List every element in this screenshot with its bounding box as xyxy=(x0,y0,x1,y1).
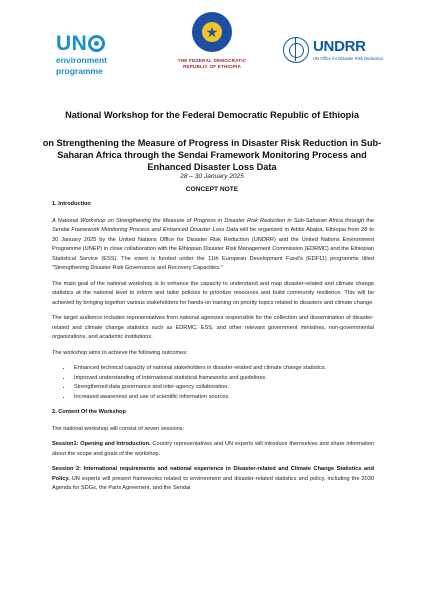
session-1-paragraph xyxy=(52,440,374,459)
unep-logo-line2: programme xyxy=(56,66,103,76)
sessions-intro: The national workshop will consist of seven sessions: xyxy=(52,425,185,432)
list-item: • Increased awareness and use of scientific information sources. xyxy=(72,393,374,403)
session-1-text: Country representatives and UN experts will introduce themselves and share information about the scope and goals of the workshop. xyxy=(52,441,375,457)
outcomes-list xyxy=(52,364,374,402)
unep-logo-line1: environment xyxy=(56,55,108,65)
section-heading-introduction: 1. Introduction xyxy=(52,201,91,207)
undrr-logo-name: UNDRR xyxy=(313,38,366,55)
intro-paragraph xyxy=(52,217,374,274)
session-2-paragraph xyxy=(52,465,374,494)
document-type: CONCEPT NOTE xyxy=(185,186,239,193)
ethiopia-logo-line1: THE FEDERAL DEMOCRATIC xyxy=(177,58,247,63)
unep-circle-icon xyxy=(88,35,105,52)
section-heading-content: 2. Content Of the Workshop xyxy=(52,409,126,415)
unep-logo xyxy=(56,34,126,76)
session-2-title: Session 2: International requirements and national experience in Disaster-related and Climate Change Statistics and Policy. xyxy=(52,466,374,482)
session-2-text: UN experts will present frameworks related to environment and disaster-related statistics and policy, including the 2030 Agenda for SDGs, the Paris Agreement, and the Sendai xyxy=(52,475,374,491)
list-item: • Enhanced technical capacity of national stakeholders in disaster-related and climate change statistics. xyxy=(72,364,374,374)
ethiopia-emblem-icon xyxy=(192,12,232,52)
ethiopia-logo-line2: REPUBLIC OF ETHIOPIA xyxy=(182,64,242,69)
outcomes-intro: The workshop aims to achieve the following outcomes: xyxy=(52,349,188,356)
document-title: National Workshop for the Federal Democratic Republic of Ethiopia xyxy=(65,110,359,120)
intro-text: will be organized in Addis Ababa, Ethiopia from 28 to 30 January 2025 by the United Nations Office for Disaster Risk Reduction (UNDRR) and the United Nations Environment Programme (UNEP) in close collaboration with the Ethiopian Disaster Risk Management Commission (EDRMC) and the Ethiopian Statistical Service (ESS). The event is funded under the 11th European Development Fund's (EDF11) programme titled "Strengthening Disaster Risk Governance and Recovery Capacities." xyxy=(52,227,374,271)
intro-italic-title: A National Workshop on Strengthening the Measure of Progress in Disaster Risk Reduction in Sub-Saharan Africa through the Sendai Framework Monitoring Process and Enhanced Disaster Loss Data xyxy=(52,217,374,233)
list-item: • Improved understanding of international statistical frameworks and guidelines. xyxy=(72,374,374,384)
document-body xyxy=(52,200,374,500)
unep-logo-mark: UN xyxy=(56,34,126,54)
ethiopia-logo xyxy=(165,12,259,70)
goal-paragraph: The main goal of the national workshop is to enhance the capacity to understand and map disaster-related and climate change statistics at the national level to inform and tailor policies to prioritize resources and build community resilience. This will be achieved by bringing together various stakeholders for hands-on training on priority topics related to disasters and climate change. xyxy=(52,280,374,306)
undrr-logo-subtitle: UN Office for Disaster Risk Reduction xyxy=(313,56,383,61)
audience-paragraph: The target audience includes representatives from national agencies responsible for the collection and dissemination of disaster-related and climate change statistics such as EDRMC, ESS, and other relevant government ministries, non-governmental organizations, and academic institutions. xyxy=(52,315,374,340)
session-1-title: Session1: Opening and Introduction. xyxy=(52,441,151,447)
un-emblem-icon xyxy=(283,37,309,63)
document-subtitle: on Strengthening the Measure of Progress in Disaster Risk Reduction in Sub-Saharan Africa through the Sendai Framework Monitoring Process and Enhanced Disaster Loss Data xyxy=(42,138,382,172)
event-dates: 28 – 30 January 2025 xyxy=(180,173,244,180)
list-item: • Strengthened data governance and inter-agency collaboration. xyxy=(72,383,374,393)
